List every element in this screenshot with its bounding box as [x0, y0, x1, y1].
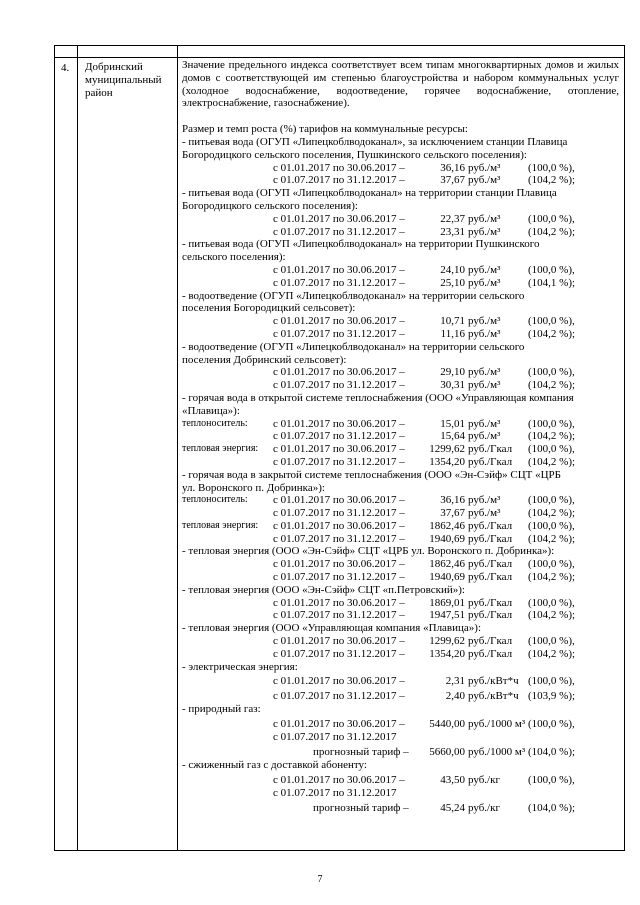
tariff-unit: руб./м³ [468, 417, 501, 430]
tariff-value: 1940,69 [429, 532, 465, 545]
table-divider [177, 46, 178, 850]
tariff-label: тепловая энергия: [182, 443, 259, 455]
tariff-row [182, 379, 619, 392]
tariff-percent: (100,0 %), [528, 315, 575, 328]
tariff-period: с 01.07.2017 по 31.12.2017 – [273, 225, 405, 238]
tariff-unit: руб./м³ [468, 263, 501, 276]
tariff-group [182, 392, 619, 469]
tariff-value: 15,01 [440, 417, 465, 430]
tariff-period: с 01.01.2017 по 30.06.2017 – [273, 718, 405, 731]
tariff-unit: руб./м³ [468, 430, 501, 443]
tariff-unit: руб./кг [468, 773, 500, 786]
tariff-group-title: - водоотведение (ОГУП «Липецкоблводоканал» на территории сельского [182, 340, 525, 353]
tariff-unit: руб./кВт*ч [468, 675, 519, 688]
tariff-row [182, 744, 619, 759]
tariff-unit: руб./м³ [468, 366, 501, 379]
tariff-period: с 01.07.2017 по 31.12.2017 – [273, 379, 405, 392]
tariff-unit: руб./м³ [468, 174, 501, 187]
tariff-unit: руб./Гкал [468, 443, 513, 456]
tariff-row [182, 456, 619, 469]
tariff-row [182, 731, 619, 744]
tariff-group-title: - питьевая вода (ОГУП «Липецкоблводоканал», за исключением станции Плавица [182, 135, 568, 148]
tariff-row [182, 443, 619, 456]
tariff-value: 29,10 [440, 366, 465, 379]
tariff-group-title: поселения Богородицкий сельсовет): [182, 302, 356, 315]
tariff-value: 5660,00 [429, 746, 465, 759]
tariff-period: с 01.01.2017 по 30.06.2017 – [273, 366, 405, 379]
tariff-percent: (100,0 %), [528, 773, 575, 786]
tariff-value: 11,16 [440, 327, 465, 340]
tariff-group [182, 584, 619, 622]
tariff-percent: (100,0 %), [528, 519, 575, 532]
tariff-percent: (104,2 %); [528, 609, 576, 622]
tariff-period: с 01.01.2017 по 30.06.2017 – [273, 675, 405, 688]
tariff-unit: руб./м³ [468, 225, 501, 238]
tariff-unit: руб./1000 м³ [468, 746, 526, 759]
tariff-group-title: - горячая вода в закрытой системе теплоснабжения (ООО «Эн-Сэйф» СЦТ «ЦРБ [182, 468, 561, 481]
tariff-row [182, 277, 619, 290]
tariff-value: 5440,00 [429, 718, 465, 731]
tariff-percent: (100,0 %), [528, 417, 575, 430]
tariff-unit: руб./м³ [468, 315, 501, 328]
tariff-period: с 01.01.2017 по 30.06.2017 – [273, 558, 405, 571]
tariff-value: 1862,46 [429, 519, 465, 532]
tariff-row [182, 494, 619, 507]
tariff-row [182, 520, 619, 533]
tariff-group-title: - сжиженный газ с доставкой абоненту: [182, 759, 367, 772]
tariff-percent: (100,0 %), [528, 443, 575, 456]
tariff-period: с 01.01.2017 по 30.06.2017 – [273, 773, 405, 786]
tariff-unit: руб./м³ [468, 379, 501, 392]
tariff-period: с 01.07.2017 по 31.12.2017 [273, 786, 397, 799]
tariff-group [182, 622, 619, 660]
intro-paragraph: Значение предельного индекса соответствует всем типам многоквартирных домов и жилых домов с соответствующей им степенью благоустройства и набором коммунальных услуг (холодное водоснабжение, водоотведение, горячее водоснабжение, отопление, электроснабжение, газоснабжение). [182, 59, 619, 110]
tariff-group-title: - тепловая энергия (ООО «Эн-Сэйф» СЦТ «п.Петровский»): [182, 583, 465, 596]
tariff-percent: (100,0 %), [528, 635, 575, 648]
tariff-value: 45,24 [440, 801, 465, 814]
tariff-value: 15,64 [440, 430, 465, 443]
tariff-group [182, 759, 619, 815]
tariff-unit: руб./Гкал [468, 635, 513, 648]
tariff-period: с 01.01.2017 по 30.06.2017 – [273, 315, 405, 328]
tariff-group-title: - тепловая энергия (ООО «Эн-Сэйф» СЦТ «ЦРБ ул. Воронского п. Добринка»): [182, 545, 555, 558]
tariff-period: с 01.07.2017 по 31.12.2017 – [273, 571, 405, 584]
tariff-percent: (100,0 %), [528, 558, 575, 571]
tariff-unit: руб./Гкал [468, 532, 513, 545]
tariff-unit: руб./м³ [468, 276, 501, 289]
tariff-value: 10,71 [440, 315, 465, 328]
tariff-period: прогнозный тариф – [313, 801, 409, 814]
tariff-period: с 01.01.2017 по 30.06.2017 – [273, 596, 405, 609]
tariff-row [182, 174, 619, 187]
tariff-value: 30,31 [440, 379, 465, 392]
tariff-label: теплоноситель: [182, 494, 248, 506]
tariff-row [182, 635, 619, 648]
tariff-group-title: - питьевая вода (ОГУП «Липецкоблводоканал» на территории станции Плавица [182, 187, 557, 200]
tariff-value: 1862,46 [429, 558, 465, 571]
tariff-row [182, 787, 619, 800]
tariff-group-title: - водоотведение (ОГУП «Липецкоблводоканал» на территории сельского [182, 289, 525, 302]
tariff-value: 1299,62 [429, 635, 465, 648]
tariff-unit: руб./Гкал [468, 455, 513, 468]
tariff-period: с 01.07.2017 по 31.12.2017 – [273, 609, 405, 622]
tariff-row [182, 716, 619, 731]
tariff-unit: руб./Гкал [468, 571, 513, 584]
tariff-unit: руб./м³ [468, 161, 501, 174]
tariff-period: с 01.07.2017 по 31.12.2017 – [273, 507, 405, 520]
tariff-percent: (103,9 %); [528, 690, 576, 703]
tariff-row [182, 507, 619, 520]
tariff-row [182, 571, 619, 584]
tariff-period: прогнозный тариф – [313, 746, 409, 759]
tariff-row [182, 213, 619, 226]
tariff-group-title: - тепловая энергия (ООО «Управляющая компания «Плавица»): [182, 622, 482, 635]
tariff-row [182, 162, 619, 175]
tariff-group-title: поселения Добринский сельсовет): [182, 353, 347, 366]
tariff-period: с 01.01.2017 по 30.06.2017 – [273, 212, 405, 225]
tariff-row [182, 226, 619, 239]
tariff-group [182, 469, 619, 546]
tariff-unit: руб./кг [468, 801, 500, 814]
tariff-row [182, 597, 619, 610]
tariff-percent: (100,0 %), [528, 212, 575, 225]
tariff-percent: (104,2 %); [528, 327, 576, 340]
tariff-percent: (104,2 %); [528, 455, 576, 468]
tariff-group-title: - природный газ: [182, 703, 261, 716]
district-name: Добринский муниципальный район [85, 61, 162, 99]
tariff-percent: (104,2 %); [528, 174, 576, 187]
tariff-percent: (100,0 %), [528, 263, 575, 276]
tariff-row [182, 673, 619, 688]
tariff-group [182, 290, 619, 341]
tariff-group [182, 661, 619, 704]
tariff-group [182, 136, 619, 187]
tariff-percent: (100,0 %), [528, 161, 575, 174]
tariff-unit: руб./Гкал [468, 519, 513, 532]
tariff-row [182, 366, 619, 379]
tariff-group [182, 238, 619, 289]
tariff-row [182, 315, 619, 328]
tariff-group [182, 341, 619, 392]
tariff-row [182, 418, 619, 431]
tariff-percent: (104,2 %); [528, 507, 576, 520]
tariff-table [54, 45, 625, 851]
tariff-percent: (100,0 %), [528, 718, 575, 731]
tariff-percent: (100,0 %), [528, 494, 575, 507]
tariff-value: 2,31 [445, 675, 465, 688]
row-number: 4. [61, 62, 70, 74]
tariff-value: 37,67 [440, 507, 465, 520]
tariff-percent: (104,2 %); [528, 532, 576, 545]
tariff-percent: (104,2 %); [528, 647, 576, 660]
tariff-percent: (100,0 %), [528, 366, 575, 379]
tariff-label: теплоноситель: [182, 417, 248, 429]
tariff-value: 43,50 [440, 773, 465, 786]
tariff-group [182, 545, 619, 583]
tariff-period: с 01.01.2017 по 30.06.2017 – [273, 494, 405, 507]
tariff-unit: руб./Гкал [468, 647, 513, 660]
tariff-period: с 01.01.2017 по 30.06.2017 – [273, 519, 405, 532]
tariff-heading: Размер и темп роста (%) тарифов на коммунальные ресурсы: [182, 123, 468, 136]
tariff-group [182, 187, 619, 238]
tariff-row [182, 558, 619, 571]
tariff-value: 23,31 [440, 225, 465, 238]
tariff-percent: (104,0 %); [528, 746, 576, 759]
tariff-group-title: сельского поселения): [182, 251, 286, 264]
tariff-percent: (104,2 %); [528, 430, 576, 443]
tariff-group-title: Богородицкого сельского поселения, Пушкинского сельского поселения): [182, 148, 527, 161]
tariff-group-title: - электрическая энергия: [182, 660, 298, 673]
tariff-period: с 01.07.2017 по 31.12.2017 – [273, 327, 405, 340]
tariff-percent: (100,0 %), [528, 596, 575, 609]
tariff-unit: руб./м³ [468, 494, 501, 507]
tariff-period: с 01.07.2017 по 31.12.2017 – [273, 532, 405, 545]
tariff-unit: руб./Гкал [468, 609, 513, 622]
tariff-period: с 01.01.2017 по 30.06.2017 – [273, 635, 405, 648]
tariff-value: 25,10 [440, 276, 465, 289]
tariff-unit: руб./м³ [468, 212, 501, 225]
tariff-period: с 01.07.2017 по 31.12.2017 – [273, 455, 405, 468]
tariff-unit: руб./1000 м³ [468, 718, 526, 731]
tariff-period: с 01.07.2017 по 31.12.2017 – [273, 430, 405, 443]
tariff-row [182, 648, 619, 661]
tariff-value: 1354,20 [429, 647, 465, 660]
tariff-groups [182, 136, 619, 815]
tariff-unit: руб./Гкал [468, 558, 513, 571]
tariff-unit: руб./кВт*ч [468, 690, 519, 703]
tariff-percent: (100,0 %), [528, 675, 575, 688]
tariff-period: с 01.07.2017 по 31.12.2017 – [273, 276, 405, 289]
tariff-value: 22,37 [440, 212, 465, 225]
tariff-row [182, 328, 619, 341]
tariff-value: 1947,51 [429, 609, 465, 622]
tariff-percent: (104,2 %); [528, 571, 576, 584]
table-divider [55, 57, 624, 58]
tariff-value: 36,16 [440, 494, 465, 507]
tariff-period: с 01.07.2017 по 31.12.2017 [273, 731, 397, 744]
tariff-row [182, 533, 619, 546]
tariff-value: 37,67 [440, 174, 465, 187]
tariff-label: тепловая энергия: [182, 519, 259, 531]
tariff-group-title: «Плавица»): [182, 404, 240, 417]
tariff-group [182, 703, 619, 759]
tariff-period: с 01.07.2017 по 31.12.2017 – [273, 647, 405, 660]
tariff-value: 1354,20 [429, 455, 465, 468]
tariff-percent: (104,2 %); [528, 225, 576, 238]
tariff-value: 1869,01 [429, 596, 465, 609]
tariff-value: 1940,69 [429, 571, 465, 584]
tariff-group-title: - горячая вода в открытой системе теплоснабжения (ООО «Управляющая компания [182, 391, 574, 404]
tariff-row [182, 772, 619, 787]
tariff-period: с 01.07.2017 по 31.12.2017 – [273, 690, 405, 703]
page-number: 7 [317, 874, 323, 885]
tariff-unit: руб./Гкал [468, 596, 513, 609]
table-divider [77, 46, 78, 850]
tariff-value: 2,40 [445, 690, 465, 703]
tariff-value: 36,16 [440, 161, 465, 174]
tariff-row [182, 800, 619, 815]
tariff-percent: (104,2 %); [528, 379, 576, 392]
tariff-unit: руб./м³ [468, 327, 501, 340]
tariff-period: с 01.01.2017 по 30.06.2017 – [273, 263, 405, 276]
tariff-period: с 01.01.2017 по 30.06.2017 – [273, 443, 405, 456]
tariff-period: с 01.07.2017 по 31.12.2017 – [273, 174, 405, 187]
tariff-percent: (104,0 %); [528, 801, 576, 814]
tariff-period: с 01.01.2017 по 30.06.2017 – [273, 161, 405, 174]
tariff-row [182, 264, 619, 277]
tariff-value: 1299,62 [429, 443, 465, 456]
tariff-value: 24,10 [440, 263, 465, 276]
tariff-group-title: ул. Воронского п. Добринка»): [182, 481, 325, 494]
tariff-row [182, 609, 619, 622]
tariff-group-title: Богородицкого сельского поселения): [182, 199, 358, 212]
tariff-row [182, 688, 619, 703]
tariff-row [182, 430, 619, 443]
tariff-period: с 01.01.2017 по 30.06.2017 – [273, 417, 405, 430]
tariff-percent: (104,1 %); [528, 276, 576, 289]
tariff-unit: руб./м³ [468, 507, 501, 520]
tariff-group-title: - питьевая вода (ОГУП «Липецкоблводоканал» на территории Пушкинского [182, 238, 540, 251]
tariff-content [182, 59, 619, 815]
